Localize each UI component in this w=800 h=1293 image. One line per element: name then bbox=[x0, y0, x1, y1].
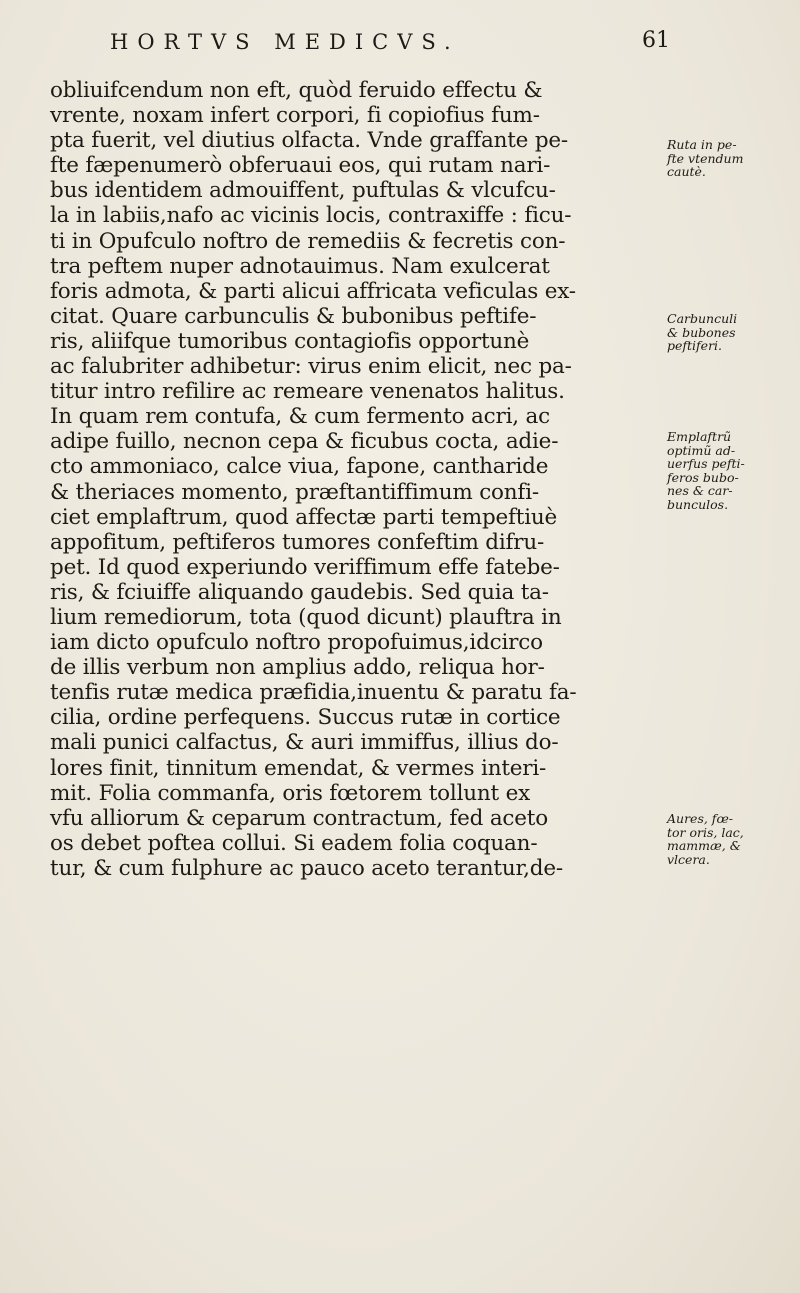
text-line: titur intro refilire ac remeare venenatos halitus. bbox=[50, 379, 565, 405]
text-line: citat. Quare carbunculis & bubonibus peftife- bbox=[50, 303, 537, 329]
text-line: In quam rem contufa, & cum fermento acri, ac bbox=[50, 404, 550, 430]
margin-note-line: Ruta in pe- bbox=[667, 137, 737, 152]
margin-note-line: optimũ ad- bbox=[667, 442, 736, 458]
text-line: & theriaces momento, præftantiffimum confi- bbox=[50, 479, 539, 505]
text-line: bus identidem admouiffent, puftulas & vlcufcu- bbox=[50, 178, 556, 204]
text-line: cto ammoniaco, calce viua, fapone, cantharide bbox=[50, 454, 549, 480]
text-line: pet. Id quod experiundo veriffimum effe fatebe- bbox=[50, 554, 560, 580]
text-line: appofitum, peftiferos tumores confeftim difru- bbox=[50, 529, 545, 555]
text-line: vfu alliorum & ceparum contractum, fed aceto bbox=[50, 805, 548, 831]
text-line: os debet poftea collui. Si eadem folia coquan- bbox=[50, 830, 538, 856]
text-line: fte fæpenumerò obferuaui eos, qui rutam nari- bbox=[50, 153, 551, 179]
margin-note-line: bunculos. bbox=[667, 496, 729, 512]
margin-note-line: vlcera. bbox=[667, 851, 710, 867]
margin-note-ruta bbox=[667, 138, 795, 179]
margin-note-line: & bubones bbox=[667, 324, 736, 340]
text-line: tur, & cum fulphure ac pauco aceto terantur,de- bbox=[50, 855, 563, 881]
text-line: mit. Folia commanfa, oris fœtorem tollunt ex bbox=[50, 780, 531, 806]
text-line: ris, aliifque tumoribus contagiofis opportunè bbox=[50, 328, 530, 354]
margin-note-line: peftiferi. bbox=[667, 338, 723, 353]
margin-note-emplastrum bbox=[667, 430, 795, 511]
text-line: tra peftem nuper adnotauimus. Nam exulcerat bbox=[50, 253, 550, 279]
text-line: pta fuerit, vel diutius olfacta. Vnde graffante pe- bbox=[50, 128, 568, 154]
running-head bbox=[110, 28, 670, 58]
text-line: ac falubriter adhibetur: virus enim elicit, nec pa- bbox=[50, 354, 572, 380]
body-text bbox=[50, 78, 655, 881]
text-line: mali punici calfactus, & auri immiffus, illius do- bbox=[50, 730, 559, 756]
text-line: iam dicto opufculo noftro propofuimus,idcirco bbox=[50, 630, 543, 656]
running-title: HORTVS MEDICVS. bbox=[110, 30, 460, 54]
text-line: la in labiis,nafo ac vicinis locis, contraxiffe : ficu- bbox=[50, 203, 572, 229]
text-line: ti in Opufculo noftro de remediis & fecretis con- bbox=[50, 228, 566, 254]
text-line: obliuifcendum non eft, quòd feruido effectu & bbox=[50, 78, 543, 103]
margin-note-line: Aures, fœ- bbox=[667, 811, 734, 826]
margin-note-line: Carbunculi bbox=[667, 311, 738, 326]
margin-note-line: uerfus pefti- bbox=[667, 456, 745, 471]
margin-note-line: mammæ, & bbox=[667, 838, 741, 853]
text-line: lium remediorum, tota (quod dicunt) plauftra in bbox=[50, 604, 562, 630]
margin-note-line: cautè. bbox=[667, 164, 706, 179]
margin-note-line: nes & car- bbox=[667, 483, 733, 498]
margin-note-line: fte vtendum bbox=[667, 150, 744, 166]
text-line: de illis verbum non amplius addo, reliqua hor- bbox=[50, 655, 545, 681]
margin-note-aures bbox=[667, 812, 795, 866]
text-line: ciet emplaftrum, quod affectæ parti tempeftiuè bbox=[50, 504, 558, 530]
margin-note-line: tor oris, lac, bbox=[667, 824, 744, 840]
text-line: lores finit, tinnitum emendat, & vermes interi- bbox=[50, 755, 547, 781]
text-line: vrente, noxam infert corpori, fi copiofius fum- bbox=[50, 103, 540, 129]
text-line: adipe fuillo, necnon cepa & ficubus cocta, adie- bbox=[50, 429, 559, 455]
text-line: foris admota, & parti alicui affricata veficulas ex- bbox=[50, 278, 576, 304]
text-line: ris, & fciuiffe aliquando gaudebis. Sed quia ta- bbox=[50, 579, 549, 605]
margin-note-carbunculi bbox=[667, 312, 795, 353]
text-line: tenfis rutæ medica præfidia,inuentu & paratu fa- bbox=[50, 680, 577, 706]
margin-note-line: feros bubo- bbox=[667, 469, 739, 485]
page-number: 61 bbox=[642, 28, 670, 53]
text-line: cilia, ordine perfequens. Succus rutæ in cortice bbox=[50, 705, 561, 731]
margin-note-line: Emplaftrũ bbox=[667, 429, 732, 444]
